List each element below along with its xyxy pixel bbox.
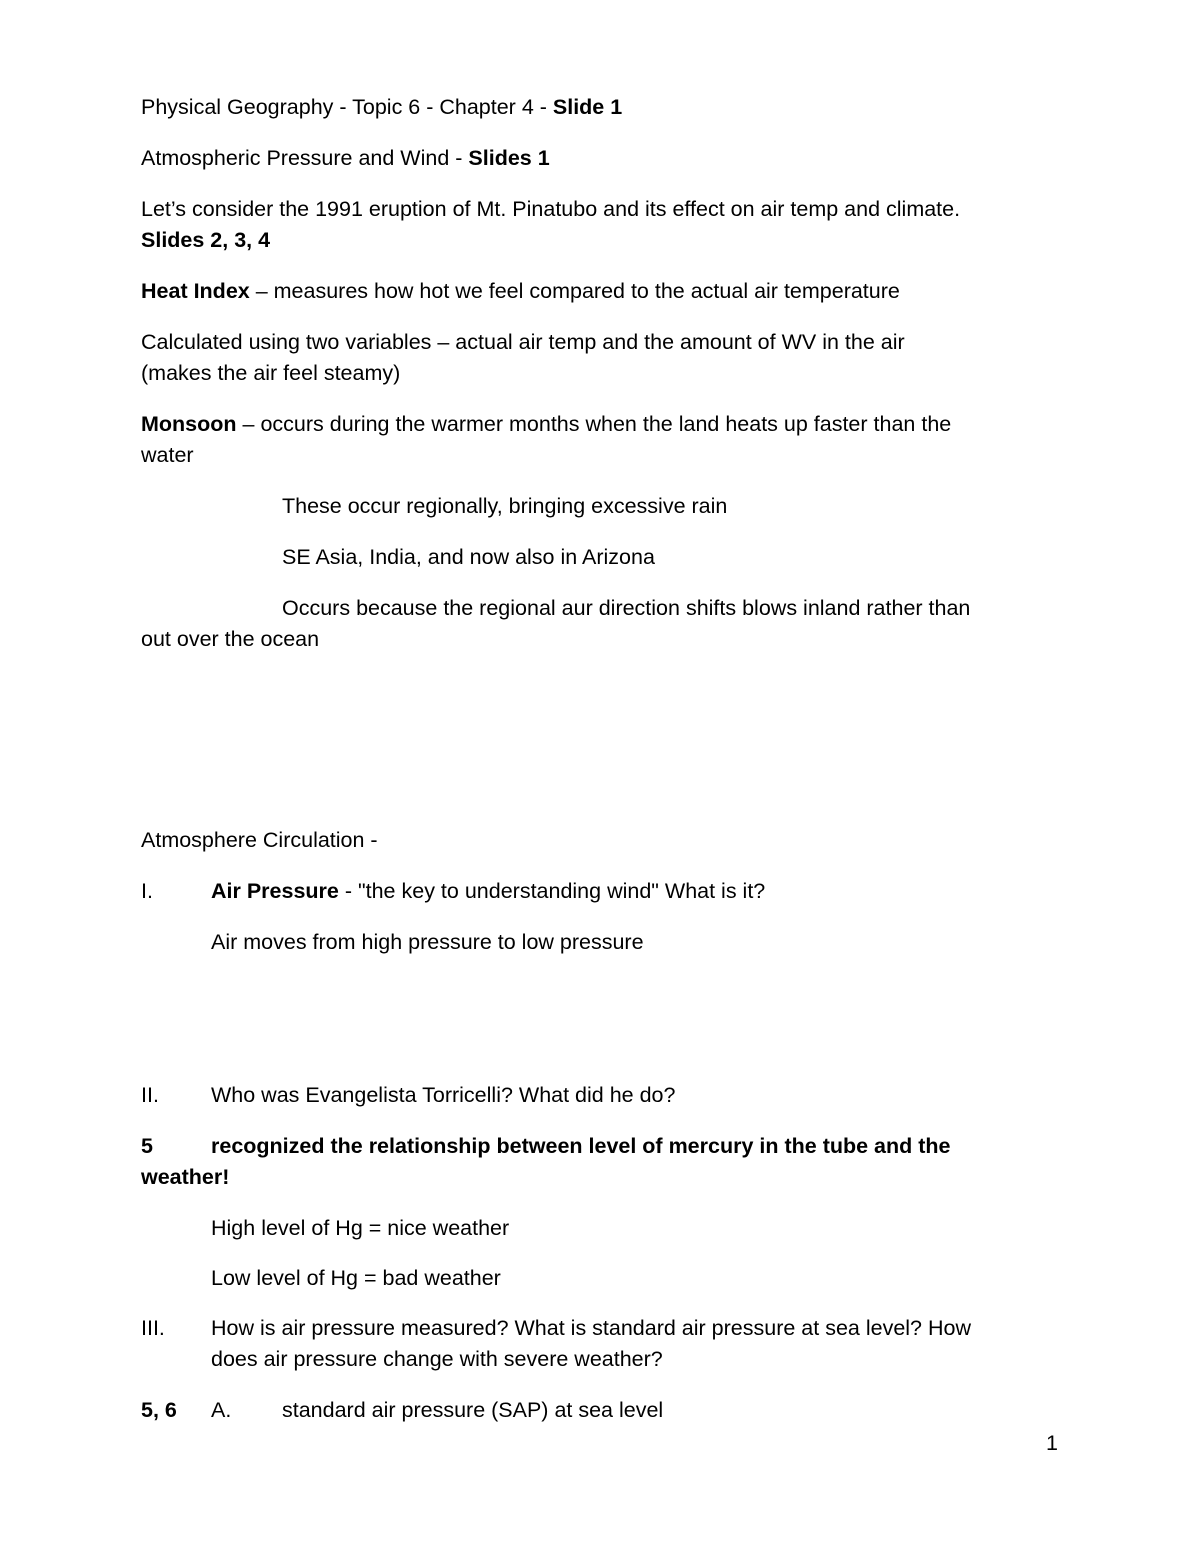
atmospheric-pressure-line [141, 143, 550, 174]
air-pressure-note: Air moves from high pressure to low pressure [211, 930, 644, 954]
monsoon-term: Monsoon [141, 412, 237, 436]
monsoon-paragraph [141, 409, 951, 440]
title-slide-ref: Slide 1 [552, 95, 623, 119]
section-3-slide-ref: 5, 6 [141, 1398, 177, 1422]
heat-index-paragraph [141, 276, 900, 307]
page-number: 1 [1046, 1431, 1058, 1455]
pinatubo-paragraph: Let’s consider the 1991 eruption of Mt. Pinatubo and its effect on air temp and climate. [141, 197, 961, 221]
section-1-numeral: I. [141, 879, 153, 903]
calculated-line-1: Calculated using two variables – actual air temp and the amount of WV in the air [141, 330, 905, 354]
monsoon-point-1: These occur regionally, bringing excessive rain [282, 494, 728, 518]
section-3-numeral: III. [141, 1316, 165, 1340]
sub-item-text: standard air pressure (SAP) at sea level [282, 1398, 664, 1422]
monsoon-definition: – occurs during the warmer months when the land heats up faster than the [236, 412, 952, 436]
monsoon-definition-continued: water [141, 443, 194, 467]
heat-index-term: Heat Index [141, 279, 250, 303]
air-pressure-question: - "the key to understanding wind" What is it? [338, 879, 766, 903]
sub-item-label: A. [211, 1398, 232, 1422]
monsoon-point-3-continued: out over the ocean [141, 627, 320, 651]
document-title [141, 92, 622, 123]
monsoon-point-3: Occurs because the regional aur direction shifts blows inland rather than [282, 596, 971, 620]
section-3-question-continued: does air pressure change with severe weather? [211, 1347, 663, 1371]
low-level-note: Low level of Hg = bad weather [211, 1266, 501, 1290]
torricelli-answer-continued: weather! [141, 1165, 230, 1189]
high-level-note: High level of Hg = nice weather [211, 1216, 510, 1240]
atmospheric-pressure-text: Atmospheric Pressure and Wind - [141, 146, 469, 170]
section-1-heading [211, 876, 765, 907]
torricelli-answer: recognized the relationship between level of mercury in the tube and the [211, 1134, 951, 1158]
calculated-line-2: (makes the air feel steamy) [141, 361, 401, 385]
circulation-heading: Atmosphere Circulation - [141, 828, 378, 852]
section-2-slide-ref: 5 [141, 1134, 153, 1158]
atmospheric-slide-ref: Slides 1 [468, 146, 550, 170]
heat-index-definition: – measures how hot we feel compared to the actual air temperature [249, 279, 900, 303]
pinatubo-slide-ref: Slides 2, 3, 4 [141, 228, 271, 252]
torricelli-question: Who was Evangelista Torricelli? What did he do? [211, 1083, 676, 1107]
section-2-numeral: II. [141, 1083, 159, 1107]
section-3-question: How is air pressure measured? What is standard air pressure at sea level? How [211, 1316, 971, 1340]
title-text: Physical Geography - Topic 6 - Chapter 4 - [141, 95, 553, 119]
monsoon-point-2: SE Asia, India, and now also in Arizona [282, 545, 655, 569]
air-pressure-term: Air Pressure [211, 879, 339, 903]
